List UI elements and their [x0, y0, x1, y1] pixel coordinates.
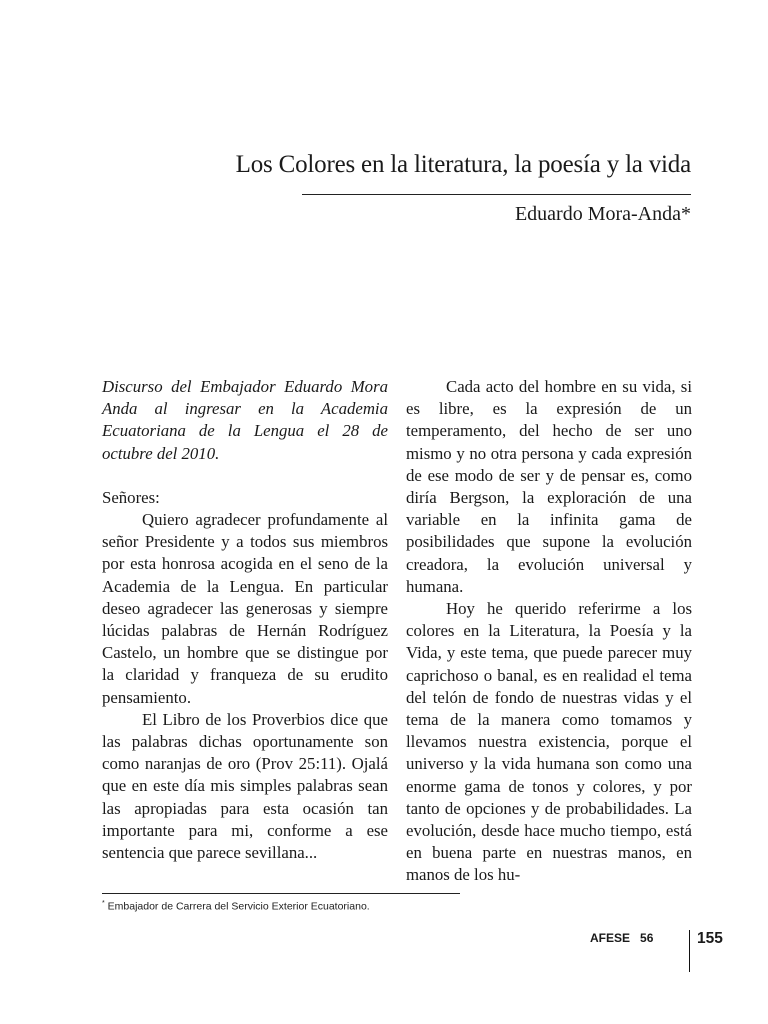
salutation: Señores:	[102, 487, 160, 507]
right-column	[406, 376, 692, 887]
journal-name	[590, 931, 653, 945]
paragraph: Cada acto del hombre en su vida, si es libre, es la expresión de un temperamento, del hecho de ser uno mismo y no otra persona y cada expresión de ese modo de ser y de pensar es, como diría Bergson, la exploración de una variable en la infinita gama de posibilidades que supone la evolución creadora, la evolución universal y humana.	[406, 377, 692, 596]
left-column	[102, 376, 388, 864]
paragraph: Quiero agradecer profundamente al señor Presidente y a todos sus miembros por esta honrosa acogida en el seno de la Academia de la Lengua. En particular deseo agradecer las generosas y siempre lúcidas palabras de Hernán Rodríguez Castelo, un hombre que se distingue por la claridad y franqueza de su erudito pensamiento.	[102, 510, 388, 707]
footnote-divider	[102, 893, 460, 894]
title-divider	[302, 194, 691, 195]
page-number-divider	[689, 930, 690, 972]
footnote-text: Embajador de Carrera del Servicio Exterior Ecuatoriano.	[107, 900, 370, 913]
journal-title: AFESE	[590, 931, 631, 945]
journal-issue: 56	[640, 931, 654, 945]
article-title: Los Colores en la literatura, la poesía y la vida	[235, 151, 691, 178]
footnote	[102, 900, 370, 913]
page-number: 155	[697, 930, 723, 947]
footnote-marker: *	[102, 900, 105, 907]
paragraph: Hoy he querido referirme a los colores en la Literatura, la Poesía y la Vida, y este tema, que puede parecer muy caprichoso o banal, es en realidad el tema del telón de fondo de nuestras vidas y el tema de la manera como tomamos y llevamos nuestra existencia, porque el universo y la vida humana son como una enorme gama de tonos y colores, y por tanto de opciones y de probabilidades. La evolución, desde hace mucho tiempo, está en buena parte en nuestras manos, en manos de los hu-	[406, 599, 692, 885]
paragraph: El Libro de los Proverbios dice que las palabras dichas oportunamente son como naranjas de oro (Prov 25:11). Ojalá que en este día mis simples palabras sean las apropiadas para esta ocasión tan importante para mi, conforme a ese sentencia que parece sevillana...	[102, 709, 388, 863]
article-author: Eduardo Mora-Anda*	[514, 203, 691, 225]
speech-intro: Discurso del Embajador Eduardo Mora Anda al ingresar en la Academia Ecuatoriana de la Lengua el 28 de octubre del 2010.	[102, 377, 388, 463]
